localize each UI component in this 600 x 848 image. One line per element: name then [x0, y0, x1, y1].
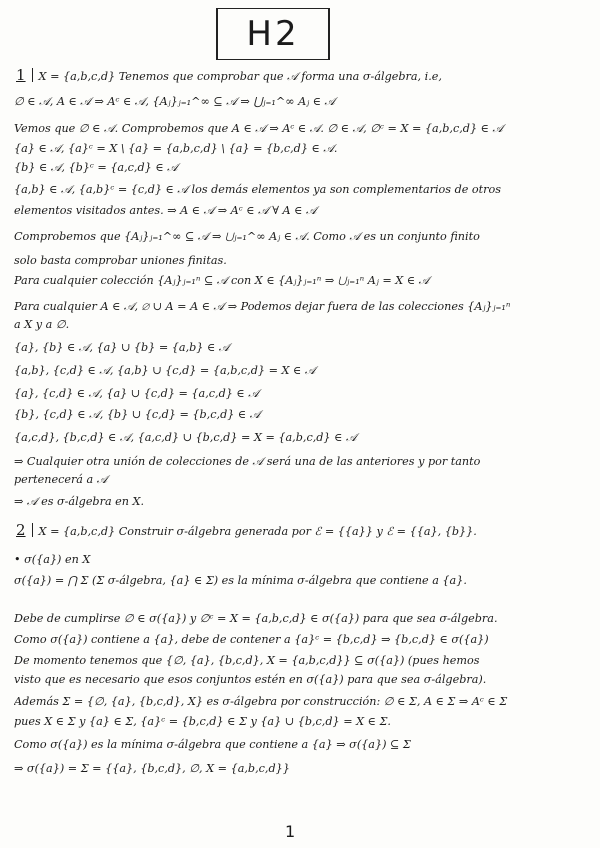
text-line — [14, 495, 592, 509]
line-text: Como σ({a}) contiene a {a}, debe de contener a {a}ᶜ = {b,c,d} ⇒ {b,c,d} ∈ σ({a}) — [14, 633, 489, 646]
line-text: {a,c,d}, {b,c,d} ∈ 𝒜, {a,c,d} ∪ {b,c,d} = X = {a,b,c,d} ∈ 𝒜 — [14, 431, 357, 444]
text-line — [14, 318, 592, 332]
line-text: solo basta comprobar uniones finitas. — [14, 254, 227, 267]
text-line — [14, 300, 592, 314]
text-line — [14, 142, 592, 156]
text-line — [14, 612, 592, 626]
line-text: De momento tenemos que {∅, {a}, {b,c,d}, X = {a,b,c,d}} ⊆ σ({a}) (pues hemos — [14, 654, 480, 667]
page-title: H2 — [216, 8, 330, 60]
text-line — [14, 230, 592, 244]
line-text: pues X ∈ Σ y {a} ∈ Σ, {a}ᶜ = {b,c,d} ∈ Σ y {a} ∪ {b,c,d} = X ∈ Σ. — [14, 715, 391, 728]
line-text: {a,b} ∈ 𝒜, {a,b}ᶜ = {c,d} ∈ 𝒜 los demás elementos ya son complementarios de otros — [14, 183, 501, 196]
line-text: X = {a,b,c,d} Tenemos que comprobar que 𝒜 forma una σ-álgebra, i.e, — [38, 70, 442, 83]
line-text: {a} ∈ 𝒜, {a}ᶜ = X \ {a} = {a,b,c,d} \ {a} = {b,c,d} ∈ 𝒜. — [14, 142, 338, 155]
text-line — [14, 95, 592, 109]
text-line — [14, 204, 592, 218]
text-line — [14, 633, 592, 647]
line-text: Comprobemos que {Aⱼ}ⱼ₌₁^∞ ⊆ 𝒜 ⇒ ⋃ⱼ₌₁^∞ Aⱼ ∈ 𝒜. Como 𝒜 es un conjunto finito — [14, 230, 480, 243]
text-line — [14, 274, 592, 288]
text-line — [14, 254, 592, 268]
line-text: Vemos que ∅ ∈ 𝒜. Comprobemos que A ∈ 𝒜 ⇒ Aᶜ ∈ 𝒜. ∅ ∈ 𝒜, ∅ᶜ = X = {a,b,c,d} ∈ 𝒜 — [14, 122, 504, 135]
line-text: {b}, {c,d} ∈ 𝒜, {b} ∪ {c,d} = {b,c,d} ∈ 𝒜 — [14, 408, 261, 421]
line-text: elementos visitados antes. ⇒ A ∈ 𝒜 ⇒ Aᶜ ∈ 𝒜 ∀ A ∈ 𝒜 — [14, 204, 317, 217]
line-text: pertenecerá a 𝒜 — [14, 473, 108, 486]
text-line — [14, 695, 592, 709]
text-line — [14, 364, 592, 378]
line-text: • σ({a}) en X — [14, 553, 91, 566]
text-line — [14, 387, 592, 401]
line-text: Como σ({a}) es la mínima σ-álgebra que contiene a {a} ⇒ σ({a}) ⊆ Σ — [14, 738, 411, 751]
text-line — [14, 523, 592, 539]
text-line — [14, 715, 592, 729]
line-text: visto que es necesario que esos conjuntos estén en σ({a}) para que sea σ-álgebra). — [14, 673, 487, 686]
line-text: ∅ ∈ 𝒜, A ∈ 𝒜 ⇒ Aᶜ ∈ 𝒜, {Aⱼ}ⱼ₌₁^∞ ⊆ 𝒜 ⇒ ⋃ⱼ₌₁^∞ Aⱼ ∈ 𝒜 — [14, 95, 336, 108]
text-line — [14, 341, 592, 355]
line-text: σ({a}) = ⋂ Σ (Σ σ-álgebra, {a} ∈ Σ) es la mínima σ-álgebra que contiene a {a}. — [14, 574, 467, 587]
text-line — [14, 408, 592, 422]
line-text: {a,b}, {c,d} ∈ 𝒜, {a,b} ∪ {c,d} = {a,b,c,d} = X ∈ 𝒜 — [14, 364, 316, 377]
text-line — [14, 654, 592, 668]
text-line — [14, 574, 592, 588]
text-line — [14, 161, 592, 175]
line-text: ⇒ 𝒜 es σ-álgebra en X. — [14, 495, 145, 508]
line-text: ⇒ σ({a}) = Σ = {{a}, {b,c,d}, ∅, X = {a,b,c,d}} — [14, 762, 290, 775]
text-line — [14, 122, 592, 136]
line-text: Para cualquier colección {Aⱼ}ⱼ₌₁ⁿ ⊆ 𝒜 con X ∈ {Aⱼ}ⱼ₌₁ⁿ ⇒ ⋃ⱼ₌₁ⁿ Aⱼ = X ∈ 𝒜 — [14, 274, 430, 287]
page-number: 1 — [285, 822, 296, 841]
line-text: X = {a,b,c,d} Construir σ-álgebra generada por ℰ = {{a}} y ℰ = {{a}, {b}}. — [38, 525, 477, 538]
text-line — [14, 68, 592, 84]
text-line — [14, 738, 592, 752]
text-line — [14, 431, 592, 445]
line-text: Para cualquier A ∈ 𝒜, ∅ ∪ A = A ∈ 𝒜 ⇒ Podemos dejar fuera de las colecciones {Aⱼ}ⱼ₌₁ⁿ — [14, 300, 511, 313]
line-text: a X y a ∅. — [14, 318, 70, 331]
line-text: ⇒ Cualquier otra unión de colecciones de 𝒜 será una de las anteriores y por tanto — [14, 455, 481, 468]
line-text: {a}, {c,d} ∈ 𝒜, {a} ∪ {c,d} = {a,c,d} ∈ 𝒜 — [14, 387, 259, 400]
line-text: {b} ∈ 𝒜, {b}ᶜ = {a,c,d} ∈ 𝒜 — [14, 161, 178, 174]
text-line — [14, 455, 592, 469]
text-line — [14, 762, 592, 776]
exercise-number: 2 — [14, 523, 33, 537]
line-text: Además Σ = {∅, {a}, {b,c,d}, X} es σ-álgebra por construcción: ∅ ∈ Σ, A ∈ Σ ⇒ Aᶜ ∈ Σ — [14, 695, 508, 708]
text-line — [14, 673, 592, 687]
text-line — [14, 183, 592, 197]
line-text: {a}, {b} ∈ 𝒜, {a} ∪ {b} = {a,b} ∈ 𝒜 — [14, 341, 230, 354]
line-text: Debe de cumplirse ∅ ∈ σ({a}) y ∅ᶜ = X = {a,b,c,d} ∈ σ({a}) para que sea σ-álgebra. — [14, 612, 498, 625]
text-line — [14, 553, 592, 567]
exercise-number: 1 — [14, 68, 33, 82]
text-line — [14, 473, 592, 487]
